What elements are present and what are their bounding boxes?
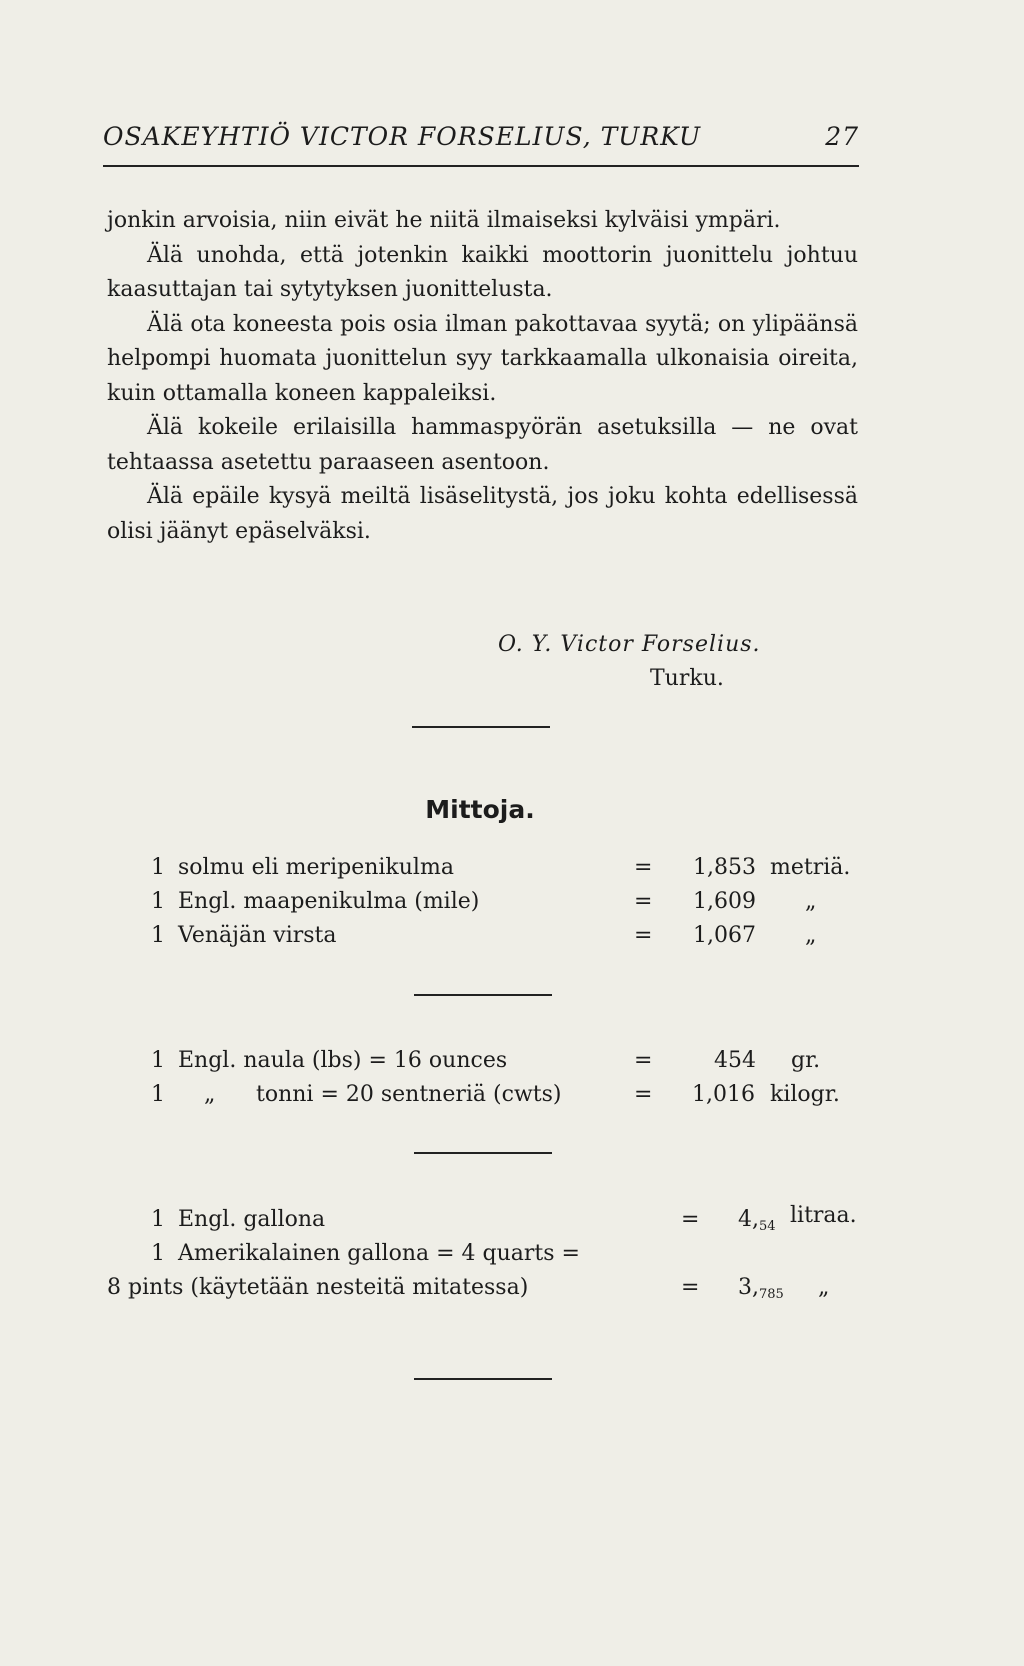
value-decimal: 785	[759, 1287, 784, 1302]
signature	[498, 628, 761, 696]
measure-count: 1	[151, 923, 165, 948]
measure-label: Engl. gallona	[178, 1207, 326, 1232]
measure-count: 1	[151, 1048, 165, 1073]
equals-sign: =	[681, 1275, 700, 1300]
equals-sign: =	[634, 1082, 653, 1107]
measure-unit: metriä.	[770, 855, 851, 880]
measure-label: Amerikalainen gallona = 4 quarts =	[178, 1241, 580, 1266]
section-divider	[412, 726, 550, 728]
paragraph: Älä kokeile erilaisilla hammaspyörän asetuksilla — ne ovat tehtaassa asetettu paraaseen asentoon.	[107, 415, 858, 475]
measure-label: Engl. maapenikulma (mile)	[178, 889, 480, 914]
paragraph: Älä ota koneesta pois osia ilman pakottavaa syytä; on ylipäänsä helpompi huomata juonittelun syy tarkkaamalla ulkonaisia oireita, kuin ottamalla koneen kappaleiksi.	[107, 311, 858, 406]
measure-unit: „	[805, 889, 817, 914]
measure-count: 1	[151, 1207, 165, 1232]
measure-unit: „	[818, 1275, 830, 1300]
measure-count: 1	[151, 889, 165, 914]
section-title: Mittoja.	[425, 795, 535, 824]
header-rule	[103, 165, 859, 167]
body-text	[107, 204, 858, 549]
measure-unit: „	[805, 923, 817, 948]
paragraph: Älä unohda, että jotenkin kaikki moottorin juonittelu johtuu kaasuttajan tai sytytyksen juonittelusta.	[107, 242, 858, 302]
measure-label: Engl. naula (lbs) = 16 ounces	[178, 1048, 508, 1073]
equals-sign: =	[634, 855, 653, 880]
page-number: 27	[825, 122, 859, 151]
equals-sign: =	[681, 1207, 700, 1232]
equals-sign: =	[634, 889, 653, 914]
paragraph: Älä epäile kysyä meiltä lisäselitystä, jos joku kohta edellisessä olisi jäänyt epäselväksi.	[107, 484, 858, 544]
measure-value	[738, 1207, 776, 1234]
equals-sign: =	[634, 923, 653, 948]
measure-label: solmu eli meripenikulma	[178, 855, 454, 880]
value-integer: 4,	[738, 1207, 759, 1232]
ditto-mark: „	[204, 1082, 216, 1107]
measure-unit: litraa.	[790, 1203, 857, 1228]
value-decimal: 54	[759, 1219, 776, 1234]
measure-value: 1,067	[693, 923, 756, 948]
measure-count: 1	[151, 1082, 165, 1107]
signature-company: O. Y. Victor Forselius.	[498, 632, 761, 657]
measure-unit: gr.	[791, 1048, 821, 1073]
measure-label: Venäjän virsta	[178, 923, 337, 948]
measure-label: tonni = 20 sentneriä (cwts)	[256, 1082, 562, 1107]
measure-count: 1	[151, 1241, 165, 1266]
measure-value: 1,016	[692, 1082, 755, 1107]
measure-value: 1,609	[693, 889, 756, 914]
paragraph: jonkin arvoisia, niin eivät he niitä ilmaiseksi kylväisi ympäri.	[107, 208, 781, 233]
section-divider	[414, 1378, 552, 1380]
equals-sign: =	[634, 1048, 653, 1073]
header-title: OSAKEYHTIÖ VICTOR FORSELIUS, TURKU	[103, 122, 702, 151]
measure-count: 1	[151, 855, 165, 880]
measure-value: 1,853	[693, 855, 756, 880]
measure-unit: kilogr.	[770, 1082, 840, 1107]
value-integer: 3,	[738, 1275, 759, 1300]
measure-value	[738, 1275, 784, 1302]
measure-label: 8 pints (käytetään nesteitä mitatessa)	[107, 1275, 529, 1300]
section-divider	[414, 1152, 552, 1154]
measure-value: 454	[714, 1048, 756, 1073]
signature-city: Turku.	[650, 666, 724, 691]
running-header	[103, 122, 859, 151]
section-divider	[414, 994, 552, 996]
